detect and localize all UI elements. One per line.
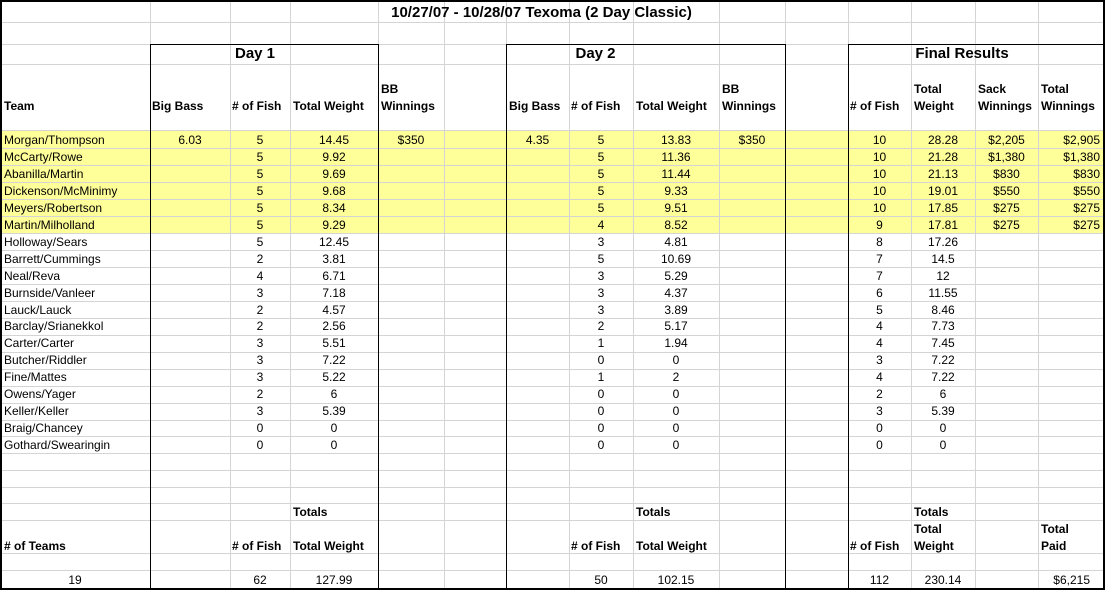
cell-d1-wt[interactable]: 6.71 [322,268,346,283]
cell-f-total[interactable]: $275 [1073,200,1100,215]
cell-d2-wt[interactable]: 0 [672,353,680,368]
header-day1-total-weight[interactable]: Total Weight [293,99,364,113]
cell-d2-wt[interactable]: 0 [672,404,680,419]
cell-d2-wt[interactable]: 4.81 [664,234,688,249]
cell-d1-fish[interactable]: 3 [256,353,264,368]
cell-d2-fish[interactable]: 5 [597,183,605,198]
cell-d2-fish[interactable]: 3 [597,285,605,300]
cell-d1-fish[interactable]: 3 [256,370,264,385]
cell-f-fish[interactable]: 10 [872,200,887,215]
cell-team[interactable]: Barclay/Srianekkol [4,319,104,334]
header-day1-num-fish[interactable]: # of Fish [232,99,282,113]
cell-d1-wt[interactable]: 5.39 [322,404,346,419]
header-day2-bb-1[interactable]: BB [722,82,740,96]
border-line [785,44,786,589]
cell-f-fish[interactable]: 0 [876,438,883,453]
header-final-num-fish[interactable]: # of Fish [850,99,900,113]
cell-d2-fish[interactable]: 0 [597,421,605,436]
cell-team[interactable]: Dickenson/McMinimy [4,183,118,198]
border-line [0,0,2,590]
section-day-1[interactable]: Day 1 [234,45,276,62]
cell-f-sack[interactable]: $275 [993,200,1020,215]
section-day-2[interactable]: Day 2 [575,45,616,62]
cell-d2-wt[interactable]: 11.44 [661,166,691,181]
cell-f-sack[interactable]: $830 [993,166,1020,181]
cell-d2-wt[interactable]: 8.52 [664,217,688,232]
totals-label-day2[interactable]: Totals [636,505,671,519]
cell-d1-wt[interactable]: 8.34 [322,200,346,215]
cell-d2-wt[interactable]: 13.83 [660,133,692,147]
cell-d2-fish[interactable]: 3 [597,234,605,249]
cell-d1-wt[interactable]: 3.81 [322,251,346,266]
cell-team[interactable]: Lauck/Lauck [4,302,72,317]
cell-d1-wt[interactable]: 2.56 [322,319,346,334]
cell-d2-wt[interactable]: 3.89 [664,302,688,317]
cell-d2-fish[interactable]: 3 [597,302,605,317]
cell-d1-wt[interactable]: 7.18 [322,285,346,300]
cell-f-fish[interactable]: 10 [872,166,887,181]
cell-d2-fish[interactable]: 5 [597,149,605,164]
cell-d1-fish[interactable]: 3 [256,404,264,419]
cell-f-wt[interactable]: 6 [939,387,947,402]
cell-f-fish[interactable]: 10 [872,133,887,147]
cell-team[interactable]: Neal/Reva [4,268,61,283]
cell-f-wt[interactable]: 5.39 [931,404,955,419]
cell-d1-fish[interactable]: 2 [256,251,264,266]
grid-line [719,0,720,589]
cell-f-wt[interactable]: 21.13 [927,166,959,181]
cell-team[interactable]: Barrett/Cummings [4,251,101,266]
cell-d1-fish[interactable]: 0 [256,438,264,453]
cell-d2-fish[interactable]: 4 [597,217,605,232]
cell-f-wt[interactable]: 7.22 [931,370,955,385]
cell-f-fish[interactable]: 8 [876,234,883,249]
header-team[interactable]: Team [4,99,35,113]
cell-team[interactable]: Keller/Keller [4,404,69,419]
cell-d2-wt[interactable]: 1.94 [664,336,688,351]
cell-f-fish[interactable]: 3 [876,353,883,368]
cell-f-wt[interactable]: 28.28 [927,133,959,147]
cell-team[interactable]: Morgan/Thompson [4,133,105,147]
cell-d1-fish[interactable]: 5 [256,200,264,215]
cell-f-sack[interactable]: $2,205 [988,133,1025,147]
cell-d1-fish[interactable]: 0 [256,421,264,436]
header-day2-big-bass[interactable]: Big Bass [509,99,561,113]
section-final-results[interactable]: Final Results [915,45,1009,62]
cell-f-fish[interactable]: 0 [876,421,883,436]
cell-team[interactable]: Fine/Mattes [4,370,67,385]
cell-d2-fish[interactable]: 0 [597,404,605,419]
totals-paid[interactable]: $6,215 [1053,573,1090,587]
totals-final-weight-label-1[interactable]: Total [914,522,942,536]
grid-line [0,570,1104,571]
grid-line [0,487,1104,488]
cell-d2-fish[interactable]: 1 [597,370,605,385]
cell-d2-fish[interactable]: 5 [597,133,605,147]
header-sack-winnings-2[interactable]: Winnings [978,99,1032,113]
cell-d1-fish[interactable]: 5 [256,183,264,198]
header-day2-total-weight[interactable]: Total Weight [636,99,707,113]
cell-d2-fish[interactable]: 2 [597,319,605,334]
border-line [0,0,1105,2]
cell-f-total[interactable]: $2,905 [1063,133,1100,147]
cell-team[interactable]: Martin/Milholland [4,217,95,232]
cell-d2-fish[interactable]: 5 [597,200,605,215]
header-day2-num-fish[interactable]: # of Fish [571,99,621,113]
cell-f-fish[interactable]: 2 [876,387,883,402]
cell-d1-fish[interactable]: 5 [256,217,264,232]
totals-day1-fish-label[interactable]: # of Fish [232,539,282,553]
cell-d2-wt[interactable]: 9.33 [664,183,688,198]
grid-line [0,470,1104,471]
cell-team[interactable]: Abanilla/Martin [4,166,84,181]
cell-d2-wt[interactable]: 0 [672,421,680,436]
grid-line [0,130,1104,131]
cell-f-fish[interactable]: 4 [876,319,883,334]
border-line [506,44,785,45]
border-line [150,44,151,589]
cell-f-wt[interactable]: 0 [939,438,947,453]
cell-d2-bb[interactable]: 4.35 [525,133,550,147]
grid-line [0,22,1104,23]
cell-team[interactable]: Burnside/Vanleer [4,285,96,300]
cell-d1-wt[interactable]: 9.29 [322,217,346,232]
cell-d1-wt[interactable]: 9.69 [322,166,346,181]
cell-d2-fish[interactable]: 3 [597,268,605,283]
cell-f-wt[interactable]: 12 [936,268,950,283]
totals-day2-weight-label[interactable]: Total Weight [636,539,707,553]
cell-d2-fish[interactable]: 5 [597,166,605,181]
totals-label-final[interactable]: Totals [914,505,949,519]
cell-f-total[interactable]: $1,380 [1063,149,1100,164]
cell-d2-fish[interactable]: 1 [597,336,605,351]
cell-d2-fish[interactable]: 0 [597,438,605,453]
cell-d1-fish[interactable]: 5 [256,166,264,181]
cell-f-fish[interactable]: 4 [876,370,883,385]
cell-f-sack[interactable]: $1,380 [988,149,1025,164]
cell-d2-fish[interactable]: 5 [597,251,605,266]
cell-f-fish[interactable]: 9 [876,217,883,232]
cell-d1-fish[interactable]: 5 [256,234,264,249]
cell-team[interactable]: Holloway/Sears [4,234,88,249]
cell-d1-wt[interactable]: 4.57 [322,302,346,317]
cell-d1-wt[interactable]: 9.68 [322,183,346,198]
cell-f-wt[interactable]: 7.73 [931,319,955,334]
cell-d1-fish[interactable]: 5 [256,149,264,164]
totals-num-teams[interactable]: 19 [68,573,82,587]
grid-line [0,453,1104,454]
header-sack-winnings-1[interactable]: Sack [978,82,1007,96]
cell-d1-wt[interactable]: 6 [330,387,338,402]
cell-d2-fish[interactable]: 0 [597,353,605,368]
cell-d2-wt[interactable]: 10.69 [660,251,692,266]
cell-d2-wt[interactable]: 2 [672,370,680,385]
cell-d1-wt[interactable]: 12.45 [318,234,350,249]
cell-d1-wt[interactable]: 5.22 [322,370,346,385]
totals-label-day1[interactable]: Totals [293,505,328,519]
cell-d1-bbw[interactable]: $350 [397,133,425,147]
totals-day1-weight-label[interactable]: Total Weight [293,539,364,553]
cell-d1-bb[interactable]: 6.03 [178,133,202,147]
totals-final-fish[interactable]: 112 [869,573,890,587]
border-line [0,588,1105,590]
cell-f-wt[interactable]: 8.46 [931,302,955,317]
cell-f-total[interactable]: $550 [1073,183,1100,198]
cell-d1-fish[interactable]: 4 [256,268,264,283]
cell-d1-fish[interactable]: 3 [256,285,264,300]
cell-f-wt[interactable]: 7.45 [931,336,955,351]
cell-f-wt[interactable]: 19.01 [927,183,959,198]
grid-line [975,0,976,589]
sheet-title[interactable]: 10/27/07 - 10/28/07 Texoma (2 Day Classic) [391,4,692,21]
totals-final-fish-label[interactable]: # of Fish [850,539,900,553]
cell-team[interactable]: Meyers/Robertson [4,200,103,215]
cell-f-wt[interactable]: 7.22 [931,353,955,368]
totals-day2-fish[interactable]: 50 [594,573,608,587]
header-final-weight-1[interactable]: Total [914,82,942,96]
totals-num-teams-label[interactable]: # of Teams [4,539,66,553]
cell-d2-wt[interactable]: 5.17 [664,319,688,334]
cell-d1-fish[interactable]: 2 [256,387,264,402]
cell-d1-fish[interactable]: 5 [256,133,264,147]
totals-day2-fish-label[interactable]: # of Fish [571,539,621,553]
cell-team[interactable]: McCarty/Rowe [4,149,83,164]
cell-d2-wt[interactable]: 4.37 [664,285,688,300]
totals-day1-weight[interactable]: 127.99 [315,573,353,587]
cell-d2-wt[interactable]: 9.51 [664,200,688,215]
cell-f-fish[interactable]: 5 [876,302,883,317]
cell-d1-fish[interactable]: 2 [256,319,264,334]
cell-f-wt[interactable]: 11.55 [928,285,958,300]
cell-d1-wt[interactable]: 7.22 [322,353,346,368]
cell-d2-wt[interactable]: 0 [672,387,680,402]
cell-f-fish[interactable]: 10 [872,183,887,198]
totals-final-weight-label-2[interactable]: Weight [914,539,954,553]
cell-f-wt[interactable]: 17.26 [927,234,959,249]
totals-day1-fish[interactable]: 62 [253,573,267,587]
header-total-winnings-1[interactable]: Total [1041,82,1069,96]
cell-d1-fish[interactable]: 3 [256,336,264,351]
cell-team[interactable]: Carter/Carter [4,336,75,351]
cell-f-wt[interactable]: 0 [939,421,947,436]
cell-f-total[interactable]: $830 [1073,166,1100,181]
cell-f-sack[interactable]: $550 [993,183,1020,198]
cell-d1-wt[interactable]: 14.45 [318,133,350,147]
border-line [506,44,507,589]
cell-d2-wt[interactable]: 5.29 [664,268,688,283]
cell-d1-wt[interactable]: 0 [330,421,338,436]
cell-team[interactable]: Owens/Yager [4,387,76,402]
cell-team[interactable]: Gothard/Swearingin [4,438,111,453]
grid-line [0,64,1104,65]
header-day1-bb-1[interactable]: BB [381,82,399,96]
grid-line [1038,0,1039,589]
border-line [1103,44,1104,589]
cell-d1-fish[interactable]: 2 [256,302,264,317]
grid-line [444,0,445,589]
cell-f-fish[interactable]: 3 [876,404,883,419]
totals-day2-weight[interactable]: 102.15 [657,573,695,587]
cell-f-wt[interactable]: 17.85 [927,200,959,215]
cell-d1-wt[interactable]: 9.92 [322,149,346,164]
cell-f-wt[interactable]: 14.5 [931,251,955,266]
cell-team[interactable]: Braig/Chancey [4,421,83,436]
cell-f-total[interactable]: $275 [1073,217,1100,232]
border-line [378,44,379,589]
cell-d2-fish[interactable]: 0 [597,387,605,402]
cell-f-fish[interactable]: 7 [876,251,883,266]
header-day1-big-bass[interactable]: Big Bass [152,99,204,113]
totals-final-weight[interactable]: 230.14 [924,573,962,587]
cell-team[interactable]: Butcher/Riddler [4,353,87,368]
cell-f-fish[interactable]: 4 [876,336,883,351]
header-day1-bb-2[interactable]: Winnings [381,99,435,113]
cell-f-fish[interactable]: 7 [876,268,883,283]
cell-d1-wt[interactable]: 0 [330,438,338,453]
header-final-weight-2[interactable]: Weight [914,99,954,113]
cell-d2-bbw[interactable]: $350 [738,133,766,147]
cell-f-wt[interactable]: 21.28 [927,149,959,164]
header-total-winnings-2[interactable]: Winnings [1041,99,1095,113]
totals-paid-label-1[interactable]: Total [1041,522,1069,536]
cell-f-wt[interactable]: 17.81 [927,217,959,232]
header-day2-bb-2[interactable]: Winnings [722,99,776,113]
cell-f-sack[interactable]: $275 [993,217,1020,232]
totals-paid-label-2[interactable]: Paid [1041,539,1067,553]
cell-d1-wt[interactable]: 5.51 [322,336,346,351]
cell-f-fish[interactable]: 6 [876,285,883,300]
cell-d2-wt[interactable]: 0 [672,438,680,453]
cell-d2-wt[interactable]: 11.36 [661,149,691,164]
cell-f-fish[interactable]: 10 [872,149,887,164]
